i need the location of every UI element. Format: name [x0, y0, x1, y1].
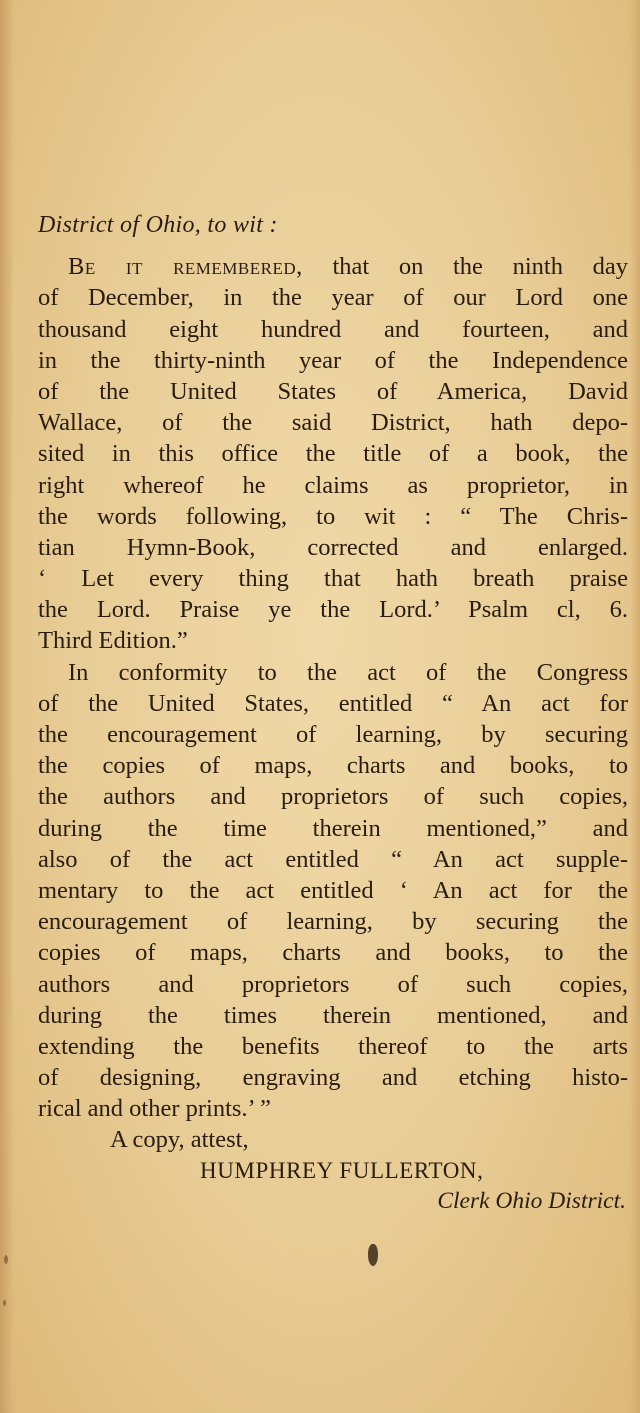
- text-line: rical and other prints.’ ”: [38, 1095, 271, 1123]
- text-line: authors and proprietors of such copies,: [38, 970, 628, 998]
- text-line: of December, in the year of our Lord one: [38, 284, 628, 312]
- paragraph-remembered: [38, 251, 628, 656]
- text-line: In conformity to the act of the Congress: [68, 658, 628, 686]
- text-line: ‘ Let every thing that hath breath praise: [38, 565, 628, 593]
- lead-in-smallcaps: Be it remembered,: [68, 253, 303, 281]
- text-line: mentary to the act entitled ‘ An act for the: [38, 876, 628, 904]
- heading: District of Ohio, to wit :: [38, 212, 278, 238]
- attestation: [38, 1124, 628, 1217]
- ink-blot-mark: [368, 1244, 378, 1266]
- text-line: the copies of maps, charts and books, to: [38, 752, 628, 780]
- text-line: the words following, to wit : “ The Chris-: [38, 502, 628, 530]
- page-edge-left: [0, 0, 14, 1413]
- attest-line: A copy, attest,: [110, 1126, 249, 1154]
- text-line: the encouragement of learning, by securing: [38, 721, 628, 749]
- text-line: encouragement of learning, by securing the: [38, 908, 628, 936]
- text-line: Be it remembered, that on the ninth day: [68, 253, 628, 281]
- text-line: extending the benefits thereof to the arts: [38, 1032, 628, 1060]
- signer-title: Clerk Ohio District.: [437, 1188, 626, 1215]
- text-line: copies of maps, charts and books, to the: [38, 939, 628, 967]
- signer-name: HUMPHREY FULLERTON,: [200, 1158, 484, 1184]
- text-line: right whereof he claims as proprietor, in: [38, 471, 628, 499]
- ink-speck: [3, 1300, 6, 1306]
- text-line: also of the act entitled “ An act supple-: [38, 845, 628, 873]
- text-line: of the United States of America, David: [38, 377, 628, 405]
- text-line: in the thirty-ninth year of the Independence: [38, 346, 628, 374]
- text-line: tian Hymn-Book, corrected and enlarged.: [38, 533, 628, 561]
- text-line: thousand eight hundred and fourteen, and: [38, 315, 628, 343]
- page-edge-right: [630, 0, 640, 1413]
- text-line: sited in this office the title of a book, the: [38, 440, 628, 468]
- copyright-notice: [38, 210, 628, 1217]
- text-line: of the United States, entitled “ An act for: [38, 689, 628, 717]
- text-line: Third Edition.”: [38, 627, 188, 655]
- paragraph-conformity: [38, 657, 628, 1125]
- ink-speck: [4, 1255, 8, 1264]
- text-line: of designing, engraving and etching histo-: [38, 1064, 628, 1092]
- text-line: Wallace, of the said District, hath depo-: [38, 409, 628, 437]
- text-line: during the time therein mentioned,” and: [38, 814, 628, 842]
- text-line: the authors and proprietors of such copies,: [38, 783, 628, 811]
- text-line: the Lord. Praise ye the Lord.’ Psalm cl, 6.: [38, 596, 628, 624]
- text-line: during the times therein mentioned, and: [38, 1001, 628, 1029]
